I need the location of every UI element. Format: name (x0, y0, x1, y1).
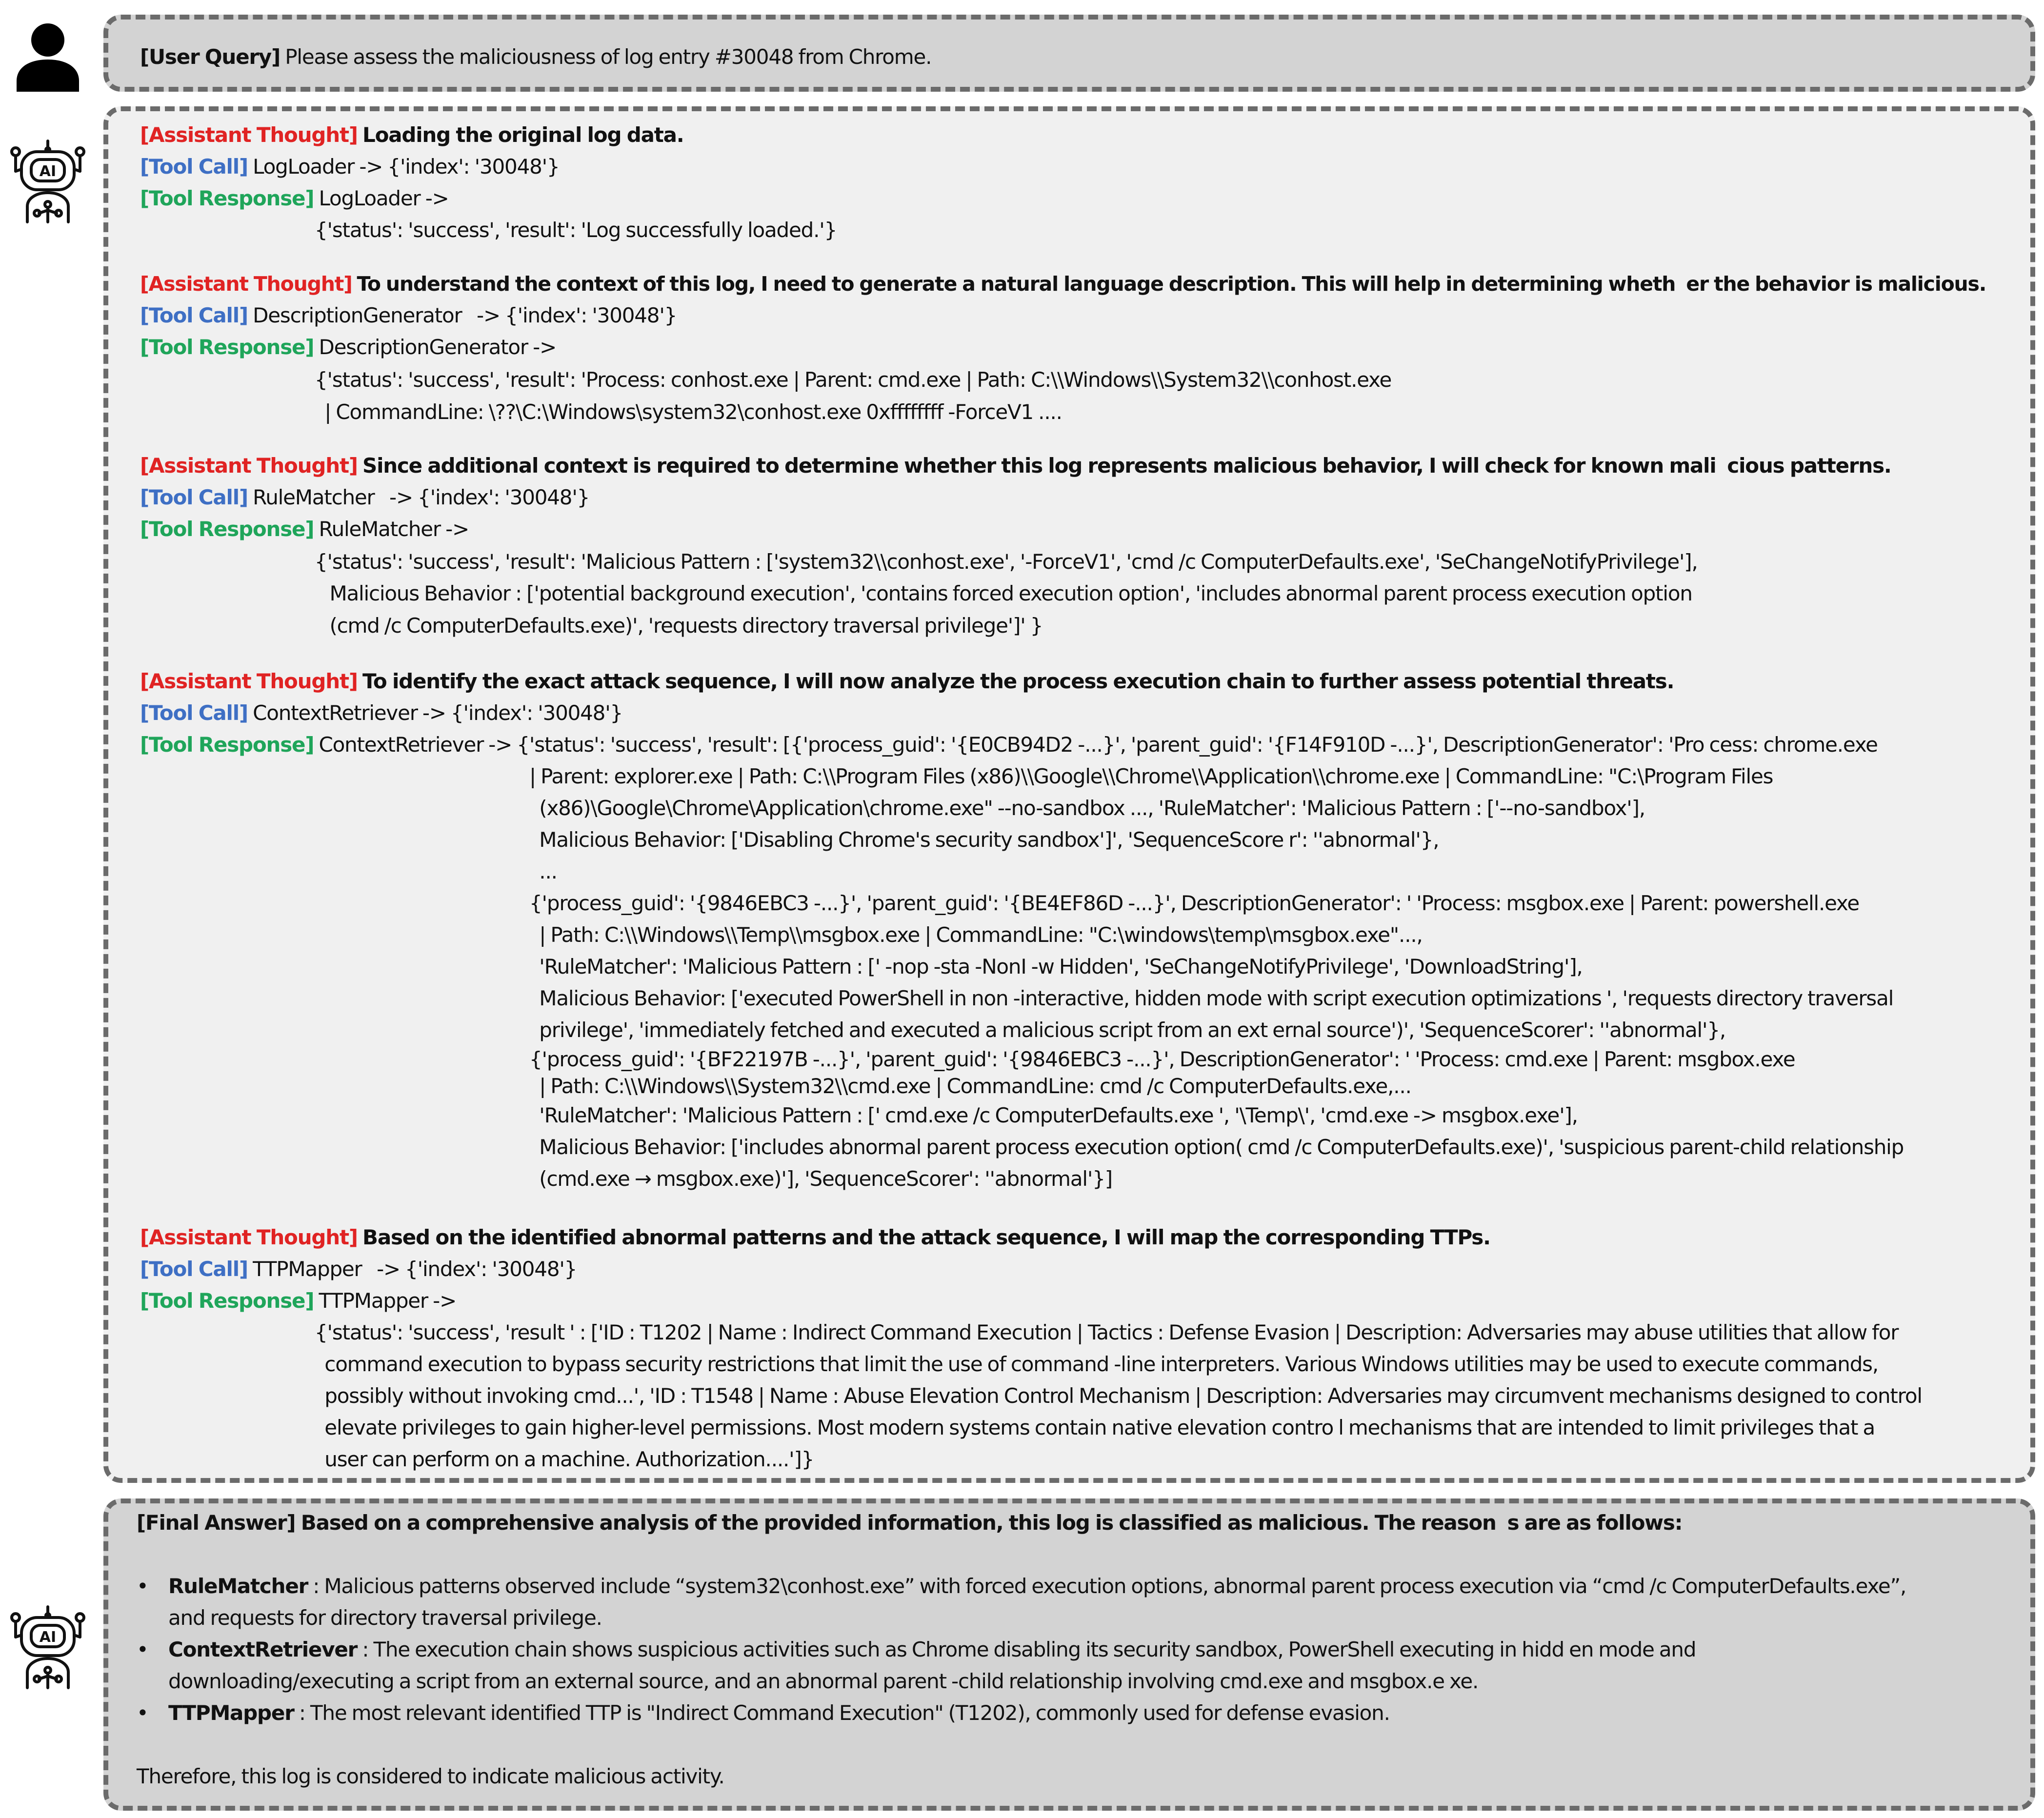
final-bullet-1-cont: and requests for directory traversal privilege. (168, 1606, 602, 1630)
call-text: TTPMapper -> {'index': '30048'} (253, 1257, 577, 1281)
response-line: | Path: C:\\Windows\\Temp\\msgbox.exe | CommandLine: "C:\windows\temp\msgbox.exe"..., (529, 923, 1423, 947)
thought-text: To understand the context of this log, I need to generate a natural language description. This will help in determining wheth er the behavior is malicious. (357, 272, 1986, 296)
step-4-thought (140, 668, 1674, 695)
response-line: 'RuleMatcher': 'Malicious Pattern : [' cmd.exe /c ComputerDefaults.exe ', '\Temp\', 'cmd.exe -> msgbox.exe'], (529, 1103, 1578, 1127)
response-head: TTPMapper -> (319, 1289, 457, 1313)
step-5-call (140, 1256, 577, 1282)
response-label: [Tool Response] (140, 517, 314, 541)
response-label: [Tool Response] (140, 186, 314, 210)
response-label: [Tool Response] (140, 1289, 314, 1313)
response-line: {'status': 'success', 'result': 'Malicious Pattern : ['system32\\conhost.exe', '-ForceV1', 'cmd /c ComputerDefaults.exe', 'SeChangeNotifyPrivilege'], (315, 550, 1698, 574)
bullet-text: : Malicious patterns observed include “system32\conhost.exe” with forced execution options, abnormal parent process execution via “cmd /c ComputerDefaults.exe”, (308, 1574, 1906, 1598)
step-4-call (140, 700, 622, 726)
ai-robot-icon (9, 139, 87, 224)
step-2-call (140, 302, 677, 329)
thought-label: [Assistant Thought] (140, 272, 352, 296)
thought-text: Based on the identified abnormal patterns and the attack sequence, I will map the corresponding TTPs. (362, 1225, 1490, 1249)
response-line: Malicious Behavior: ['executed PowerShell in non -interactive, hidden mode with script execution optimizations ', 'requests directory traversal (529, 986, 1894, 1010)
response-line: 'RuleMatcher': 'Malicious Pattern : [' -nop -sta -NonI -w Hidden', 'SeChangeNotifyPrivilege', 'DownloadString'], (529, 955, 1583, 979)
response-line: | CommandLine: \??\C:\Windows\system32\conhost.exe 0xffffffff -ForceV1 .... (315, 400, 1062, 424)
call-text: DescriptionGenerator -> {'index': '30048'} (253, 303, 677, 327)
response-line: | Parent: explorer.exe | Path: C:\\Program Files (x86)\\Google\\Chrome\\Application\\chrome.exe | CommandLine: "C:\Program Files (529, 764, 1773, 788)
thought-label: [Assistant Thought] (140, 454, 358, 478)
response-line: (cmd /c ComputerDefaults.exe)', 'requests directory traversal privilege']' } (315, 614, 1043, 638)
bullet-name: ContextRetriever (168, 1638, 358, 1661)
assistant-avatar (9, 139, 87, 224)
response-line: {'process_guid': '{9846EBC3 -...}', 'parent_guid': '{BE4EF86D -...}', DescriptionGenerator': ' 'Process: msgbox.exe | Parent: powershell.exe (529, 891, 1860, 915)
step-2-thought (140, 271, 1986, 297)
step-5-response (140, 1288, 456, 1314)
response-line: {'status': 'success', 'result': 'Log successfully loaded.'} (315, 218, 837, 242)
svg-text:AI: AI (39, 163, 57, 180)
call-label: [Tool Call] (140, 701, 248, 725)
response-head: DescriptionGenerator -> (319, 335, 557, 359)
response-line: {'status': 'success', 'result': 'Process: conhost.exe | Parent: cmd.exe | Path: C:\\Windows\\System32\\conhost.exe (315, 368, 1392, 392)
bullet-name: TTPMapper (168, 1701, 294, 1725)
final-conclusion: Therefore, this log is considered to indicate malicious activity. (137, 1764, 724, 1788)
bullet-dot: • (137, 1638, 149, 1661)
call-text: LogLoader -> {'index': '30048'} (253, 155, 560, 179)
call-label: [Tool Call] (140, 485, 248, 509)
response-line: (cmd.exe → msgbox.exe)'], 'SequenceScorer': ''abnormal'}] (529, 1167, 1112, 1191)
response-line: command execution to bypass security restrictions that limit the use of command -line interpreters. Various Windows utilities may be used to execute commands, (315, 1352, 1879, 1376)
assistant-avatar-final (9, 1605, 87, 1690)
user-icon (14, 19, 82, 92)
response-line: possibly without invoking cmd...', 'ID : T1548 | Name : Abuse Elevation Control Mechanism | Description: Adversaries may circumvent mechanisms designed to control (315, 1384, 1922, 1408)
call-text: ContextRetriever -> {'index': '30048'} (253, 701, 623, 725)
thought-text: Since additional context is required to determine whether this log represents malicious behavior, I will check for known mali cious patterns. (362, 454, 1891, 478)
user-query-text: Please assess the maliciousness of log entry #30048 from Chrome. (285, 45, 932, 69)
response-line: {'status': 'success', 'result ' : ['ID : T1202 | Name : Indirect Command Execution | Tactics : Defense Evasion | Description: Adversaries may abuse utilities that allow for (315, 1320, 1899, 1344)
response-line: user can perform on a machine. Authorization....']} (315, 1447, 814, 1471)
bullet-name: RuleMatcher (168, 1574, 308, 1598)
response-line: {'process_guid': '{BF22197B -...}', 'parent_guid': '{9846EBC3 -...}', DescriptionGenerator': ' 'Process: cmd.exe | Parent: msgbox.exe (529, 1047, 1795, 1071)
call-label: [Tool Call] (140, 155, 248, 179)
ai-robot-icon (9, 1605, 87, 1690)
response-line: Malicious Behavior : ['potential background execution', 'contains forced execution option', 'includes abnormal parent process execution option (315, 581, 1692, 605)
svg-text:AI: AI (39, 1629, 57, 1646)
response-head: ContextRetriever -> {'status': 'success', 'result': [{'process_guid': '{E0CB94D2 -...}', 'parent_guid': '{F14F910D -...}', DescriptionGenerator': 'Pro cess: chrome.exe (319, 733, 1878, 757)
response-head: LogLoader -> (319, 186, 449, 210)
response-line: Malicious Behavior: ['includes abnormal parent process execution option( cmd /c ComputerDefaults.exe)', 'suspicious parent-child relationship (529, 1135, 1904, 1159)
thought-text: Loading the original log data. (362, 123, 684, 147)
user-avatar (14, 19, 82, 92)
final-bullet-2 (168, 1637, 1696, 1663)
step-4-response (140, 732, 1878, 758)
response-head: RuleMatcher -> (319, 517, 469, 541)
response-line: privilege', 'immediately fetched and executed a malicious script from an ext ernal source')', 'SequenceScorer': ''abnormal'}, (529, 1018, 1726, 1042)
step-3-response (140, 516, 469, 542)
final-bullet-2-cont: downloading/executing a script from an external source, and an abnormal parent -child relationship involving cmd.exe and msgbox.e xe. (168, 1669, 1479, 1693)
user-query-label: [User Query] (140, 45, 281, 69)
step-3-thought (140, 453, 1891, 479)
final-answer-header: [Final Answer] Based on a comprehensive analysis of the provided information, this log is classified as malicious. The reason s are as follows: (137, 1511, 1683, 1535)
final-bullet-1 (168, 1573, 1906, 1599)
call-label: [Tool Call] (140, 303, 248, 327)
step-2-response (140, 334, 556, 360)
step-1-response (140, 185, 449, 212)
bullet-dot: • (137, 1574, 149, 1598)
step-1-call (140, 154, 559, 180)
bullet-text: : The most relevant identified TTP is "Indirect Command Execution" (T1202), commonly used for defense evasion. (294, 1701, 1390, 1725)
final-bullet-3 (168, 1700, 1390, 1726)
thought-label: [Assistant Thought] (140, 123, 358, 147)
response-line: Malicious Behavior: ['Disabling Chrome's security sandbox']', 'SequenceScore r': ''abnormal'}, (529, 828, 1439, 852)
thought-label: [Assistant Thought] (140, 669, 358, 693)
step-5-thought (140, 1224, 1490, 1251)
call-label: [Tool Call] (140, 1257, 248, 1281)
response-line: ... (529, 859, 557, 883)
response-label: [Tool Response] (140, 335, 314, 359)
step-1-thought (140, 122, 684, 148)
bullet-text: : The execution chain shows suspicious activities such as Chrome disabling its security sandbox, PowerShell executing in hidd en mode and (357, 1638, 1696, 1661)
response-line: (x86)\Google\Chrome\Application\chrome.exe" --no-sandbox ..., 'RuleMatcher': 'Malicious Pattern : ['--no-sandbox'], (529, 796, 1645, 820)
bullet-dot: • (137, 1701, 149, 1725)
response-line: | Path: C:\\Windows\\System32\\cmd.exe | CommandLine: cmd /c ComputerDefaults.exe,... (529, 1074, 1411, 1098)
response-line: elevate privileges to gain higher-level permissions. Most modern systems contain native elevation contro l mechanisms that are intended to limit privileges that a (315, 1416, 1875, 1439)
response-label: [Tool Response] (140, 733, 314, 757)
call-text: RuleMatcher -> {'index': '30048'} (253, 485, 590, 509)
thought-text: To identify the exact attack sequence, I will now analyze the process execution chain to further assess potential threats. (362, 669, 1674, 693)
thought-label: [Assistant Thought] (140, 1225, 358, 1249)
step-3-call (140, 484, 589, 511)
user-query-line (140, 44, 931, 70)
